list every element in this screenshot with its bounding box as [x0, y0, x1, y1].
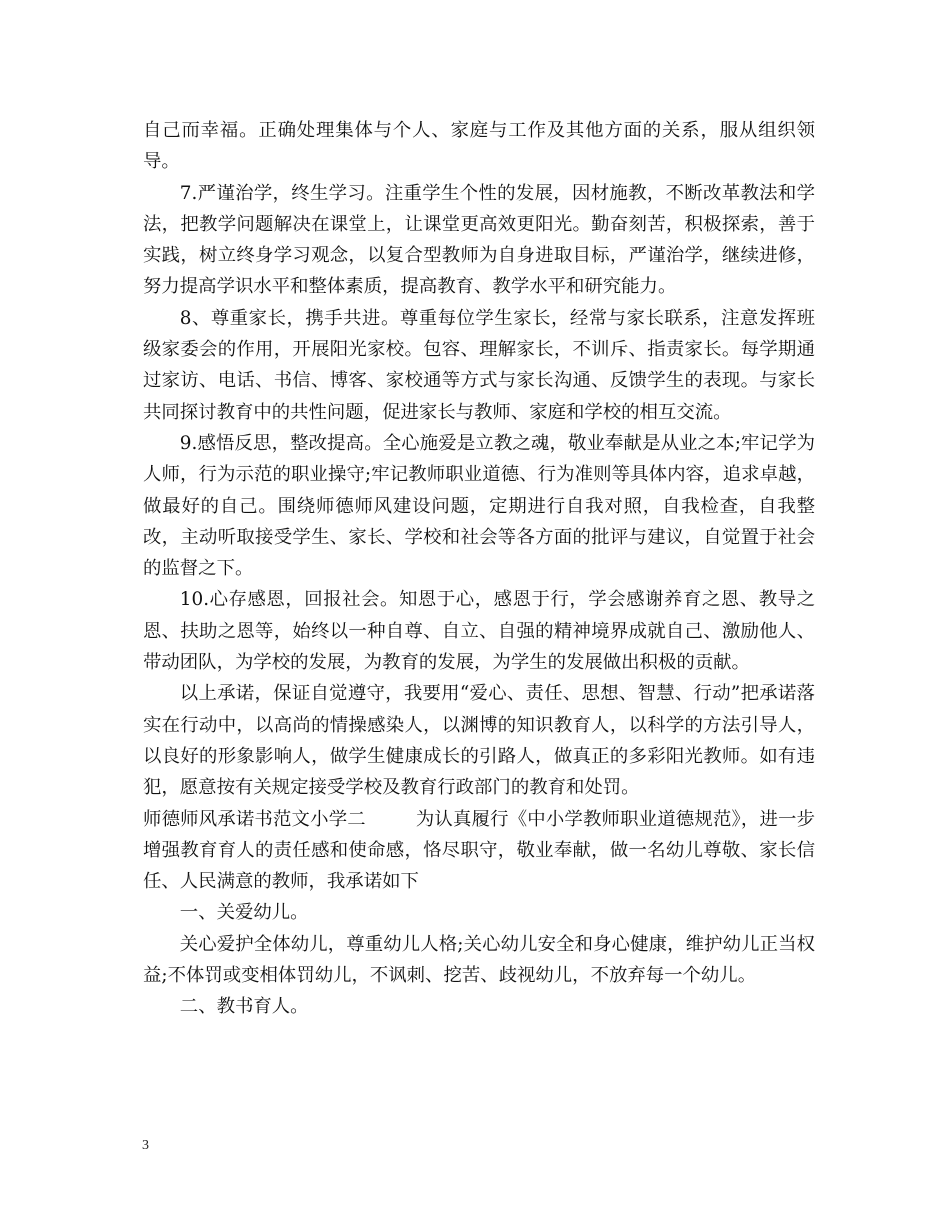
paragraph-continuation: 自己而幸福。正确处理集体与个人、家庭与工作及其他方面的关系，服从组织领导。	[143, 120, 815, 173]
document-body	[143, 115, 815, 1023]
section-two-title: 师德师风承诺书范文小学二	[143, 808, 366, 830]
section-two-intro: 为认真履行《中小学教师职业道德规范》，进一步增强教育育人的责任感和使命感，恪尽职守，敬业奉献，做一名幼儿尊敬、家长信任、人民满意的教师，我承诺如下	[143, 808, 815, 893]
paragraph-item-9: 9.感悟反思，整改提高。全心施爱是立教之魂，敬业奉献是从业之本;牢记学为人师，行为示范的职业操守;牢记教师职业道德、行为准则等具体内容，追求卓越，做最好的自己。围绕师德师风建设问题，定期进行自我对照，自我检查，自我整改，主动听取接受学生、家长、学校和社会等各方面的批评与建议，自觉置于社会的监督之下。	[143, 432, 815, 580]
subheading-care-children: 一、关爱幼儿。	[179, 902, 309, 924]
paragraph-item-10: 10.心存感恩，回报社会。知恩于心，感恩于行，学会感谢养育之恩、教导之恩、扶助之恩等，始终以一种自尊、自立、自强的精神境界成就自己、激励他人、带动团队，为学校的发展，为教育的发展，为学生的发展做出积极的贡献。	[143, 589, 815, 674]
paragraph-conclusion: 以上承诺，保证自觉遵守，我要用“爱心、责任、思想、智慧、行动”把承诺落实在行动中，以高尚的情操感染人，以渊博的知识教育人，以科学的方法引导人，以良好的形象影响人，做学生健康成长的引路人，做真正的多彩阳光教师。如有违犯，愿意按有关规定接受学校及教育行政部门的教育和处罚。	[143, 683, 815, 799]
page-number: 3	[142, 1138, 149, 1153]
paragraph-care-children: 关心爱护全体幼儿，尊重幼儿人格;关心幼儿安全和身心健康，维护幼儿正当权益;不体罚或变相体罚幼儿，不讽刺、挖苦、歧视幼儿，不放弃每一个幼儿。	[143, 933, 815, 987]
section-two-paragraph	[143, 804, 815, 898]
paragraph-item-7: 7.严谨治学，终生学习。注重学生个性的发展，因材施教，不断改革教法和学法，把教学问题解决在课堂上，让课堂更高效更阳光。勤奋刻苦，积极探索，善于实践，树立终身学习观念，以复合型教师为自身进取目标，严谨治学，继续进修，努力提高学识水平和整体素质，提高教育、教学水平和研究能力。	[143, 182, 815, 298]
subheading-teach-educate: 二、教书育人。	[179, 996, 309, 1018]
paragraph-item-8: 8、尊重家长，携手共进。尊重每位学生家长，经常与家长联系，注意发挥班级家委会的作用，开展阳光家校。包容、理解家长，不训斥、指责家长。每学期通过家访、电话、书信、博客、家校通等方式与家长沟通、反馈学生的表现。与家长共同探讨教育中的共性问题，促进家长与教师、家庭和学校的相互交流。	[143, 307, 815, 423]
